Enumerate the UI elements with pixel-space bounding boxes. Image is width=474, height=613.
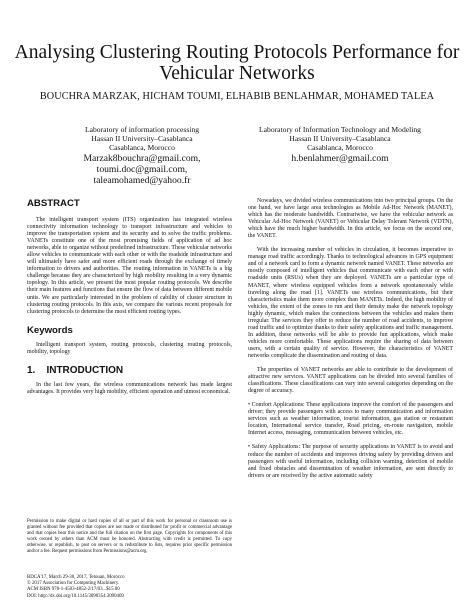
right-column <box>248 198 453 480</box>
title-line-1: Analysing Clustering Routing Protocols Performance for <box>14 42 460 63</box>
citation-conference: BDCA'17, March 29-30, 2017, Tetouan, Morocco <box>27 575 125 580</box>
affiliation-right <box>240 125 440 164</box>
affiliation-left <box>42 125 242 186</box>
left-column <box>27 198 232 396</box>
paper-title <box>0 42 474 84</box>
affiliation-university: Hassan II University–Casablanca <box>91 134 193 144</box>
author-email: Marzak8bouchra@gmail.com, <box>83 152 201 164</box>
citation-doi: DOI: http://dx.doi.org/10.1145/3090354.3090469 <box>27 593 124 599</box>
affiliation-city: Casablanca, Morocco <box>307 143 373 153</box>
citation-block <box>27 575 232 600</box>
affiliation-university: Hassan II University–Casablanca <box>289 134 391 144</box>
author-email: toumi.doc@gmail.com, <box>96 163 188 175</box>
affiliation-lab: Laboratory of Information Technology and Modeling <box>259 125 421 134</box>
body-paragraph: With the increasing number of vehicles in circulation, it becomes imperative to manage road traffic accordingly. Thanks to technological advances in GPS equipment and of a network card to form a dynamic network named VANET. These networks are mostly composed of intelligent vehicles that communicate with each other or with roadside units (RSUs) when they are deployed. VANETs are a particular type of MANET, where wireless equipped vehicles from a network spontaneously while traveling along the road [1]. VANETs use wireless communications, but their characteristics make them more complex than MANETs. Indeed, the high mobility of vehicles, the extent of the zones to run and their density make the network topology highly dynamic, which makes the connections between the vehicles and makes them irregular. The services they offer to reduce the number of road accidents, to improve road traffic and to optimize thanks to their safety applications and traffic management. In addition, these networks will be able to provide fun applications, which make vehicles more comfortable. These applications require the sharing of data between users, with a certain quality of service. However, the characteristics of VANET networks complicate the dissemination and routing of data. <box>248 247 453 359</box>
author-email: h.benlahmer@gmail.com <box>291 152 389 164</box>
author-email: taleamohamed@yahoo.fr <box>93 174 191 186</box>
affiliation-city: Casablanca, Morocco <box>109 143 175 153</box>
permission-notice: Permission to make digital or hard copies of all or part of this work for personal or classroom use is granted without fee provided that copies are not made or distributed for profit or commercial advantage and that copies bear this notice and the full citation on the first page. Copyrights for components of this work owned by others than ACM must be honored. Abstracting with credit is permitted. To copy otherwise, or republish, to post on servers or to redistribute to lists, requires prior specific permission and/or a fee. Request permissions from Permissions@acm.org. <box>27 519 232 554</box>
body-paragraph: The properties of VANET networks are able to contribute to the development of attractive new services. VANET applications can be divided into several families of classifications. These classifications can vary into several categories depending on the degree of accuracy. <box>248 367 453 395</box>
abstract-text: The intelligent transport system (ITS) organization has integrated wireless connectivity information technology to transport infrastructure and vehicles to improve the transportation system and its security and to solve the traffic problems. VANETs constitute one of the most promising fields of application of ad hoc networks, able to organize without predefined infrastructure. These vehicular networks allow vehicles to communicate with each other or with the roadside infrastructure and will ultimately have safer and more efficient roads through the exchange of timely information to drivers and authorities. The routing information in VANETs is a big challenge because they are characterized by high mobility resulting in a very dynamic topology. In this article, we present the most popular routing protocols. We describe their main features and functions that ensure the flow of data between different mobile units. We are particularly interested in the problem of cability of cluster structure in clustering routing protocols. In this axis, we compare the various recent proposals for clustering protocols to determine the most efficient routing types. <box>27 217 232 315</box>
introduction-text: In the last few years, the wireless communications network has made largest advantages. It provides very high mobility, efficient operation and utmost economical. <box>27 381 232 395</box>
introduction-heading: 1. INTRODUCTION <box>27 364 124 376</box>
bullet-comfort-applications: • Comfort Applications: These applications improve the comfort of the passengers and driver; they provide passengers with access to many communication and information services such as weather information, tourist information, gas station or restaurant location, International service transfer, Road pricing, en-route navigation, mobile Internet access, messaging, communication between vehicles, etc. <box>248 402 453 437</box>
body-paragraph: Nowadays, we divided wireless communications into two principal groups. On the one hand, we have large area technologies as Mobile Ad-Hoc Network (MANET), which has the moderate bandwidth. Contrariwise, we have the vehicular network as Vehicular Ad-Hoc Network (VANET) or Vehicular Delay Tolerant Network (VDTN), which have the much higher bandwidth. In this article, we focus on the second one, the VANET. <box>248 198 453 240</box>
bullet-safety-applications: • Safety Applications: The purpose of security applications in VANET is to avoid and reduce the number of accidents and improves driving safety by providing drivers and passengers with useful information, including collision warning, detection of mobile and fixed obstacles and dissemination of weather information, are sent directly to drivers or are received by the active automatic safety <box>248 444 453 479</box>
author-list: BOUCHRA MARZAK, HICHAM TOUMI, ELHABIB BENLAHMAR, MOHAMED TALEA <box>39 91 435 102</box>
keywords-text: Intelligent transport system, routing protocols, clustering routing protocols, mobility, topology <box>27 341 232 355</box>
abstract-heading: ABSTRACT <box>27 198 80 209</box>
keywords-heading: Keywords <box>27 324 73 336</box>
citation-isbn: ACM ISBN 978-1-4503-4852-2/17/03...$15.00 <box>27 587 120 593</box>
affiliation-lab: Laboratory of information processing <box>84 125 200 134</box>
title-line-2: Vehicular Networks <box>159 63 315 84</box>
citation-copyright: © 2017 Association for Computing Machinery. <box>27 581 120 587</box>
